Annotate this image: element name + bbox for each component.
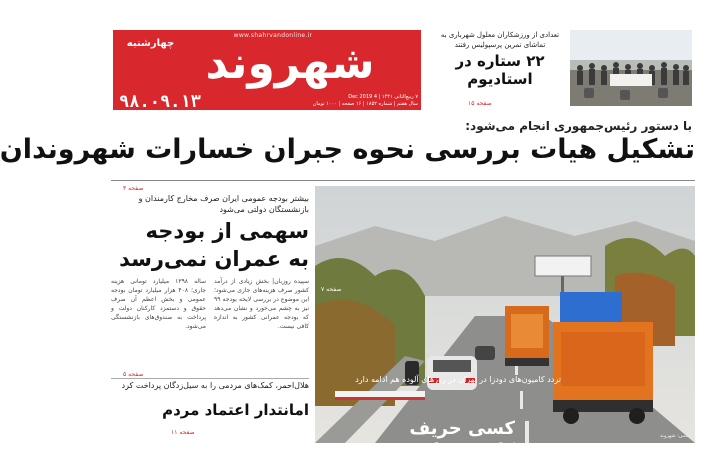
highway-trucks-image <box>315 186 695 443</box>
story1-body-right <box>214 277 309 349</box>
promo-kicker: تعدادی از ورزشکاران معلول شهرباری به تماشای تمرین پرسپولیس رفتند <box>440 31 560 49</box>
main-kicker: با دستور رئیس‌جمهوری انجام می‌شود: <box>465 119 692 133</box>
masthead-url: www.shahrvandonline.ir <box>233 32 313 39</box>
stadium-crowd-image <box>570 30 692 106</box>
issue-line-1: ۷ ربیع‌الثانی ۱۴۴۱ | 4 Dec 2019 <box>348 94 418 100</box>
story1-kicker: بیشتر بودجه عمومی ایران صرف مخارج کارمندان و بازنشستگان دولتی می‌شود <box>138 194 309 214</box>
promo-headline: ۲۲ ستاره در استادیوم <box>455 52 545 88</box>
promo-box[interactable] <box>430 30 692 112</box>
story1-headline[interactable] <box>111 217 309 273</box>
masthead <box>113 30 421 110</box>
story1-body-right-text: سپیده روزبان| بخش زیادی از درآمد کشور صرف هزینه‌های جاری می‌شود؛ این موضوع در بررسی لایحه بودجه ۹۹ نیز به چشم می‌خورد و نشان می‌دهد که بودجه عمرانی کشور به اندازه کافی نیست. <box>214 278 309 330</box>
main-headline[interactable]: تشکیل هیات بررسی نحوه جبران خسارات شهروندان <box>0 134 695 165</box>
issue-line-2: سال هفتم | شماره ۱۸۵۲ | ۱۶ صفحه | ۱۰۰۰ تومان <box>312 101 418 107</box>
promo-photo <box>570 30 692 106</box>
left-column <box>111 183 309 443</box>
main-photo[interactable] <box>315 186 695 461</box>
masthead-day: چهارشنبه <box>126 38 175 49</box>
story2-page-ref: صفحه ۱۱ <box>171 429 195 436</box>
story1-body-left-text: ساله ۱۳۹۸ میلیارد تومانی هزینه جاری؛ ۴۰۸ هزار میلیارد تومان بودجه عمومی و بخش اعظم آن صرف حقوق و دستمزد کارکنان دولت و پرداخت به صندوق‌های بازنشستگی می‌شود. <box>111 278 206 330</box>
story1-body-left <box>111 277 206 349</box>
masthead-issue-info <box>213 94 418 108</box>
masthead-date: ۹۸.۰۹.۱۳ <box>119 92 201 112</box>
story1-headline-line2: به عمران نمی‌رسد <box>119 247 309 271</box>
promo-page-ref: صفحه ۱۵ <box>468 100 492 107</box>
story-divider <box>111 378 309 379</box>
headline-divider <box>111 180 695 181</box>
newspaper-logo: شهروند <box>205 38 375 89</box>
photo-page-ref: صفحه ۷ <box>321 286 342 293</box>
photo-headline[interactable] <box>335 418 515 462</box>
promo-text <box>430 30 570 88</box>
story1-page-ref: صفحه ۴ <box>123 185 144 192</box>
story2-kicker: هلال‌احمر، کمک‌های مردمی را به سیل‌زدگان پرداخت کرد <box>121 381 309 390</box>
story1-headline-line1: سهمی از بودجه <box>145 219 309 243</box>
photo-headline-line2: کامیون‌ها نمی‌شود <box>351 440 515 461</box>
photo-caption: تردد کامیون‌های دودزا در تهران در روزهای آلوده هم ادامه دارد <box>355 375 561 384</box>
photo-headline-line1: کسی حریف <box>409 418 515 439</box>
story1-body-page-ref: صفحه ۵ <box>123 371 144 378</box>
photo-credit: عکس: شهروند <box>659 433 691 439</box>
story2-headline[interactable]: امانتدار اعتماد مردم <box>162 401 309 419</box>
